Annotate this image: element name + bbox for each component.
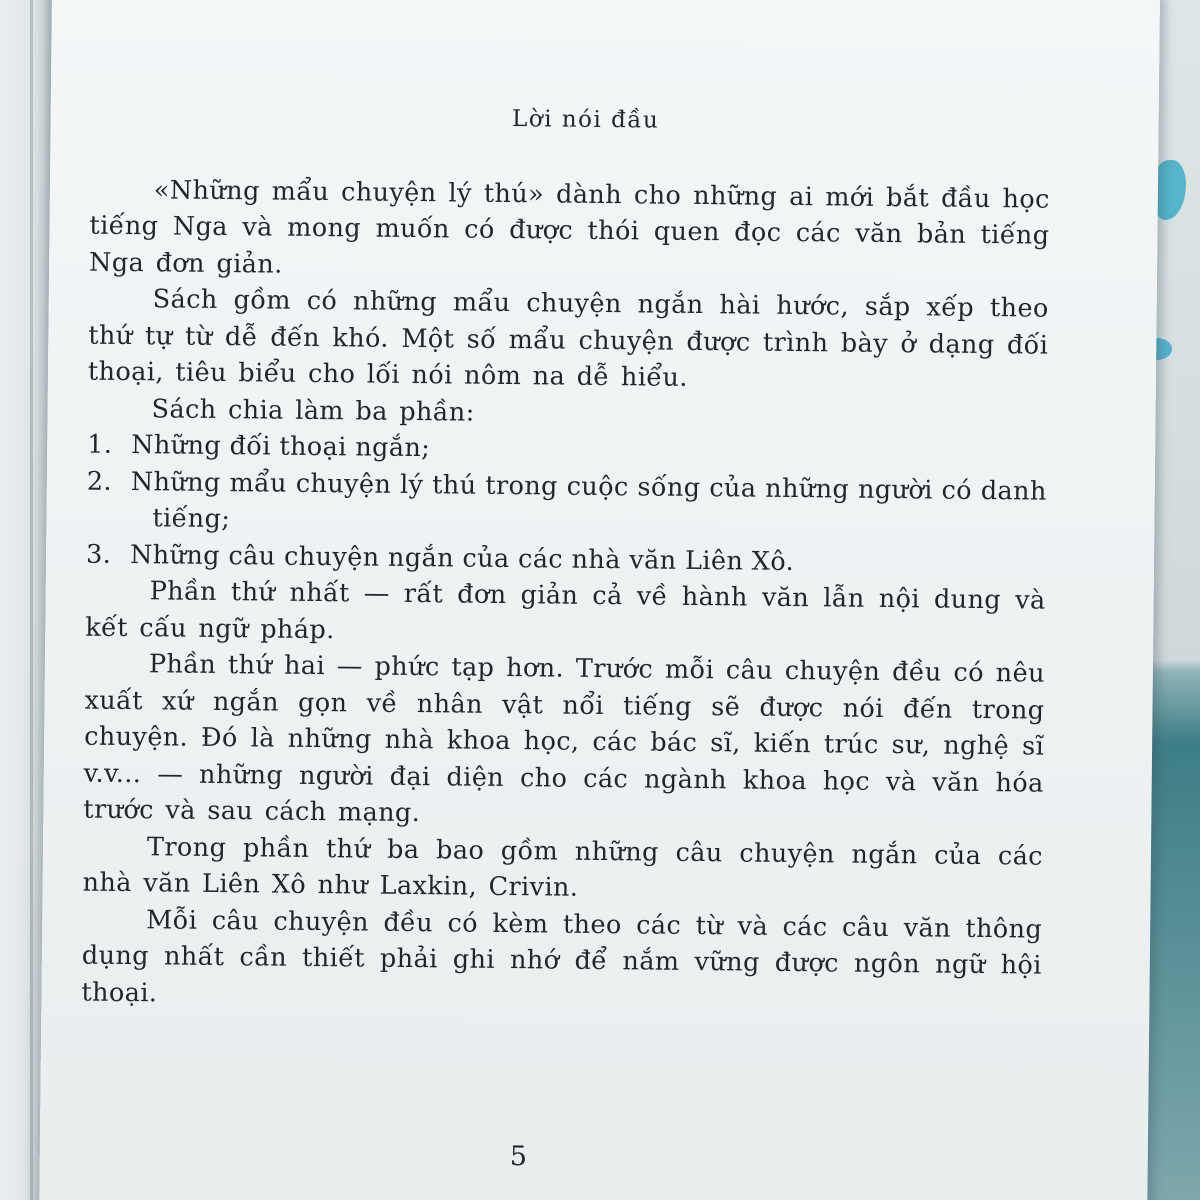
paragraph: Sách gồm có những mẩu chuyện ngắn hài hước, sắp xếp theo thứ tự từ dễ đến khó. Một số mẩu chuyện được trình bày ở dạng đối thoại, tiêu biểu cho lối nói nôm na dễ hiểu. xyxy=(87,284,1049,393)
paragraph: Phần thứ hai — phức tạp hơn. Trước mỗi câu chuyện đều có nêu xuất xứ ngắn gọn về nhân vật nổi tiếng sẽ được nói đến trong chuyện. Đó là những nhà khoa học, các bác sĩ, kiến trúc sư, nghệ sĩ v.v... — những người đại diện cho các ngành khoa học và văn hóa trước và sau cách mạng. xyxy=(83,649,1046,829)
paragraph: Phần thứ nhất — rất đơn giản cả về hành văn lẫn nội dung và kết cấu ngữ pháp. xyxy=(85,576,1046,645)
book-page xyxy=(39,0,1160,1200)
list-item-number: 3. xyxy=(85,539,112,570)
list-item-text: Những mẩu chuyện lý thú trong cuộc sống của những người có danh tiếng; xyxy=(130,466,1047,535)
list-item-number: 1. xyxy=(87,429,113,460)
paragraph: Sách chia làm ba phần: xyxy=(151,393,475,428)
left-page-gutter-line xyxy=(30,0,33,1200)
paragraph: «Những mẩu chuyện lý thú» dành cho những ai mới bắt đầu học tiếng Nga và mong muốn có được thói quen đọc các văn bản tiếng Nga đơn giản. xyxy=(88,174,1050,280)
page-number: 5 xyxy=(509,1141,528,1173)
page-content xyxy=(81,97,1051,1021)
list-item xyxy=(86,463,1047,546)
parts-list xyxy=(86,427,1047,583)
paragraph: Mỗi câu chuyện đều có kèm theo các từ và các câu văn thông dụng nhất cần thiết phải ghi nhớ để nắm vững được ngôn ngữ hội thoại. xyxy=(81,904,1043,1008)
list-item-text: Những câu chuyện ngắn của các nhà văn Liên Xô. xyxy=(129,539,795,577)
page-heading: Lời nói đầu xyxy=(511,106,660,134)
list-item-number: 2. xyxy=(86,466,113,497)
paragraph: Trong phần thứ ba bao gồm những câu chuyện ngắn của các nhà văn Liên Xô như Laxkin, Crivin. xyxy=(82,831,1044,903)
list-item-text: Những đối thoại ngắn; xyxy=(131,430,431,464)
